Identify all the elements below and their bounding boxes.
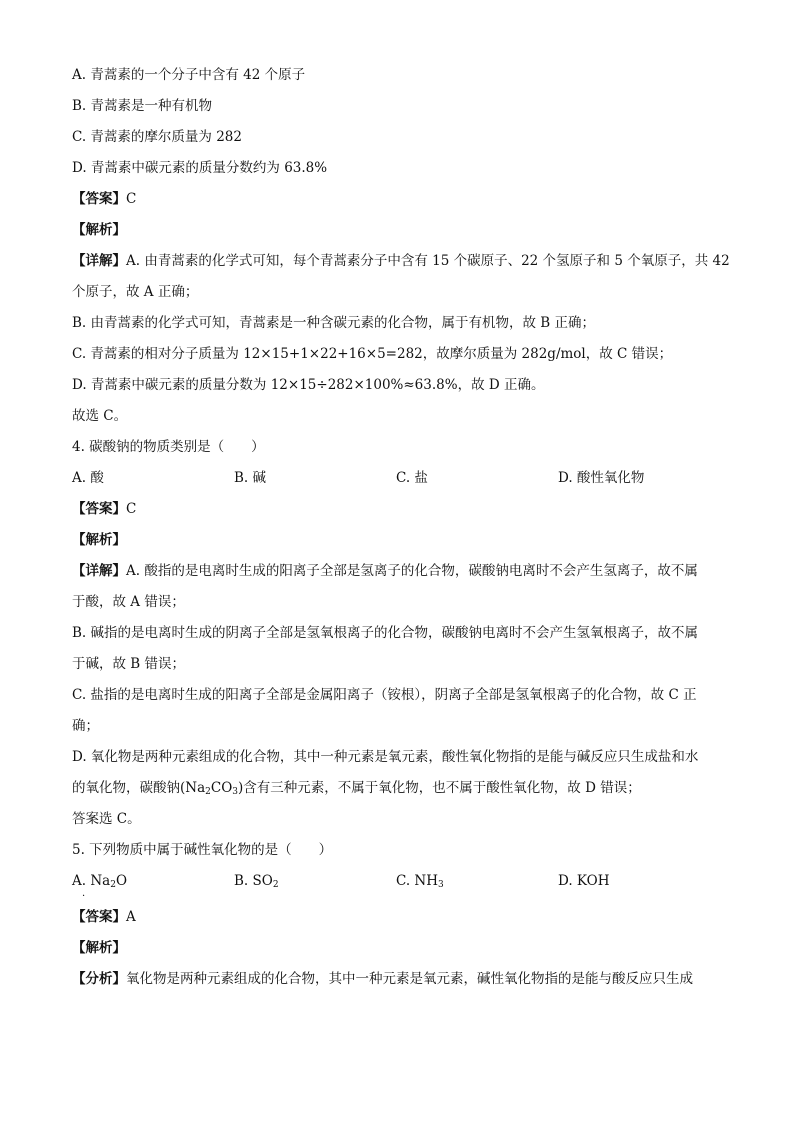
q3-option-c: C. 青蒿素的摩尔质量为 282: [72, 129, 242, 145]
q3-detail-c: C. 青蒿素的相对分子质量为 12×15+1×22+16×5=282，故摩尔质量为 282g/mol，故 C 错误；: [72, 346, 673, 362]
document-page: [72, 62, 732, 997]
q4-detail-b-cont: 于碱，故 B 错误；: [72, 656, 186, 672]
option-text: C. NH: [396, 873, 439, 889]
q3-detail-a-cont: 个原子，故 A 正确；: [72, 284, 199, 300]
q4-detail-c: C. 盐指的是电离时生成的阳离子全部是金属阳离子（铵根），阴离子全部是氢氧根离子的化合物，故 C 正: [72, 687, 697, 703]
q4-analysis-heading: [72, 527, 732, 558]
formula-subscript: 2: [272, 880, 279, 890]
q4-detail-b: B. 碱指的是电离时生成的阴离子全部是氢氧根离子的化合物，碳酸钠电离时不会产生氢氧根离子，故不属: [72, 625, 699, 641]
q4-options: [72, 465, 732, 496]
formula-subscript: 2: [110, 880, 116, 890]
q4-option-b: B. 碱: [234, 470, 267, 486]
q4-detail-a-cont: 于酸，故 A 错误；: [72, 594, 185, 610]
formula-text: 的氧化物，碳酸钠(Na: [72, 780, 206, 796]
q5-option-b: [234, 868, 396, 892]
q5-analysis-detail: [72, 966, 732, 997]
option-text: O: [115, 873, 128, 889]
analysis-detail-tag: 【分析】: [72, 971, 126, 987]
detail-text: A. 由青蒿素的化学式可知，每个青蒿素分子中含有 15 个碳原子、22 个氢原子和 5 个氧原子，共 42: [126, 253, 730, 269]
q4-option-d: D. 酸性氧化物: [558, 470, 645, 486]
q3-option-d: D. 青蒿素中碳元素的质量分数约为 63.8%: [72, 160, 328, 176]
q3-answer: [72, 186, 732, 217]
q5-option-a: [72, 868, 234, 892]
q4-conclusion: 答案选 C。: [72, 811, 141, 827]
q3-detail-d: D. 青蒿素中碳元素的质量分数为 12×15÷282×100%≈63.8%，故 D 正确。: [72, 377, 545, 393]
answer-tag: 【答案】: [72, 909, 126, 925]
q5-stem: 5. 下列物质中属于碱性氧化物的是（ ）: [72, 842, 333, 858]
option-text: B. SO: [234, 873, 273, 889]
answer-value: C: [126, 191, 137, 207]
analysis-tag: 【解析】: [72, 940, 126, 956]
answer-tag: 【答案】: [72, 191, 126, 207]
option-text: A. Na: [72, 873, 111, 889]
q4-detail-a: [72, 558, 732, 589]
q4-stem: 4. 碳酸钠的物质类别是（ ）: [72, 439, 265, 455]
formula-text: )含有三种元素，不属于氧化物，也不属于酸性氧化物，故 D 错误；: [238, 780, 641, 796]
formula-text: CO: [210, 780, 233, 796]
q3-analysis-heading: [72, 217, 732, 248]
detail-tag: 【详解】: [72, 563, 126, 579]
q4-detail-d-cont: [72, 775, 732, 806]
formula-subscript: 2: [205, 787, 211, 797]
stray-mark: ·: [82, 891, 86, 902]
q5-answer: [72, 904, 732, 935]
analysis-tag: 【解析】: [72, 222, 126, 238]
q4-option-c: C. 盐: [396, 470, 428, 486]
q5-option-d: D. KOH: [558, 873, 610, 889]
q3-conclusion: 故选 C。: [72, 408, 128, 424]
q5-options: [72, 868, 732, 892]
q3-detail-a: [72, 248, 732, 279]
q3-detail-b: B. 由青蒿素的化学式可知，青蒿素是一种含碳元素的化合物，属于有机物，故 B 正确；: [72, 315, 596, 331]
q4-detail-c-cont: 确；: [72, 718, 99, 734]
formula-subscript: 3: [438, 880, 444, 890]
analysis-tag: 【解析】: [72, 532, 126, 548]
formula-subscript: 3: [232, 787, 239, 797]
q4-option-a: A. 酸: [72, 470, 104, 486]
analysis-detail-text: 氧化物是两种元素组成的化合物，其中一种元素是氧元素，碱性氧化物指的是能与酸反应只生成: [126, 971, 693, 987]
answer-value: A: [126, 909, 136, 925]
detail-tag: 【详解】: [72, 253, 126, 269]
q3-option-b: B. 青蒿素是一种有机物: [72, 98, 213, 114]
answer-tag: 【答案】: [72, 501, 126, 517]
q3-option-a: A. 青蒿素的一个分子中含有 42 个原子: [72, 67, 306, 83]
q4-detail-d: D. 氧化物是两种元素组成的化合物，其中一种元素是氧元素，酸性氧化物指的是能与碱反应只生成盐和水: [72, 749, 699, 765]
q4-answer: [72, 496, 732, 527]
detail-text: A. 酸指的是电离时生成的阳离子全部是氢离子的化合物，碳酸钠电离时不会产生氢离子，故不属: [126, 563, 698, 579]
q5-analysis-heading: [72, 935, 732, 966]
q5-option-c: [396, 868, 558, 892]
answer-value: C: [126, 501, 137, 517]
